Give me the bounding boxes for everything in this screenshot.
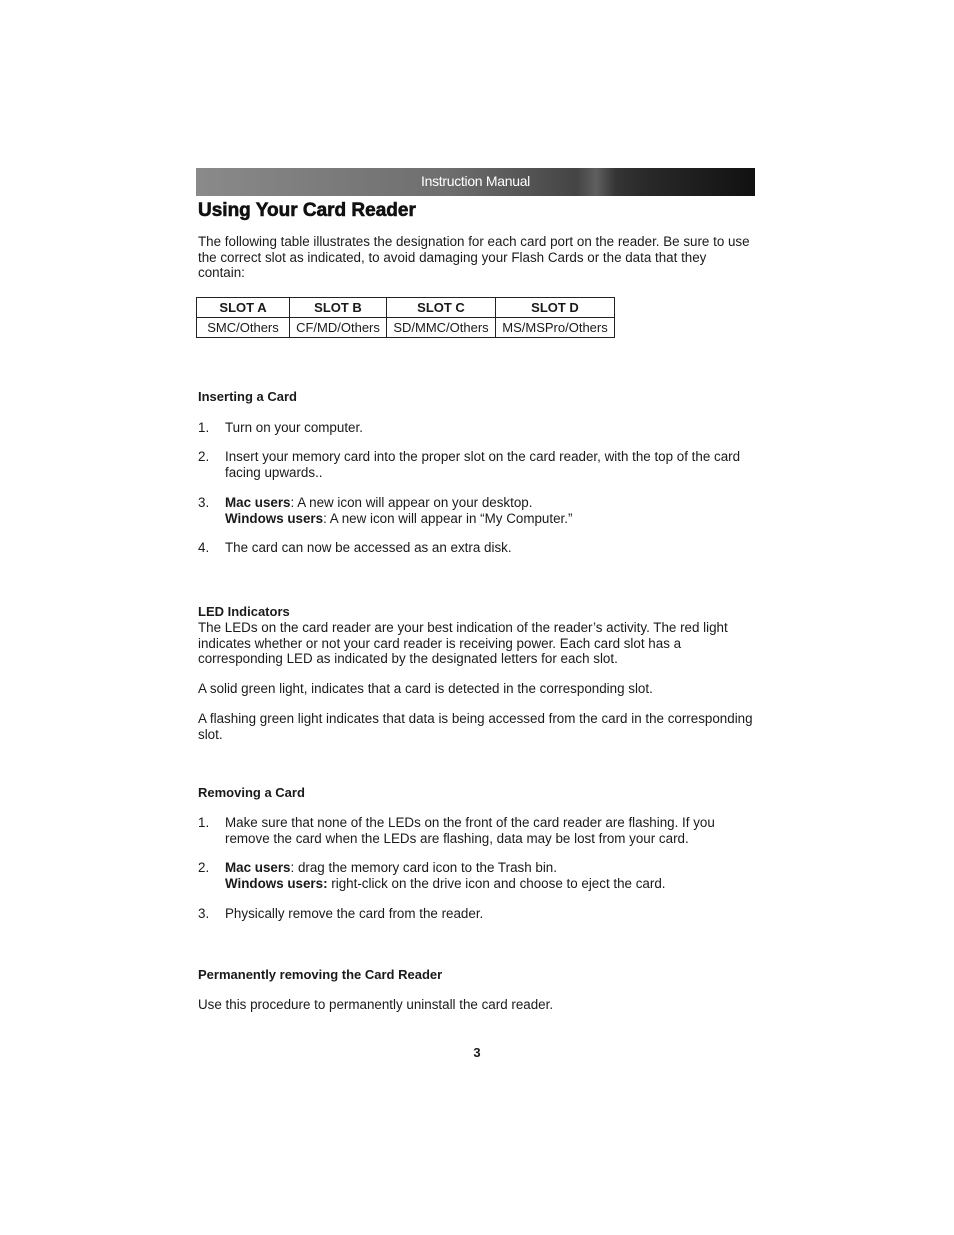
table-header-cell: SLOT D — [496, 298, 615, 318]
header-bar — [196, 168, 755, 196]
table-header-cell: SLOT B — [290, 298, 387, 318]
list-text: Insert your memory card into the proper slot on the card reader, with the top of the card facing upwards.. — [225, 449, 741, 480]
list-number: 4. — [198, 540, 210, 555]
led-heading: LED Indicators — [198, 604, 290, 619]
list-number: 3. — [198, 495, 210, 510]
windows-users-label: Windows users — [225, 510, 324, 526]
page-title: Using Your Card Reader — [198, 200, 416, 221]
list-number: 2. — [198, 860, 210, 875]
removing-heading: Removing a Card — [198, 785, 305, 800]
mac-users-label: Mac users — [225, 495, 291, 510]
page-number: 3 — [473, 1045, 481, 1060]
header-title: Instruction Manual — [421, 173, 530, 189]
led-paragraph: A solid green light, indicates that a card is detected in the corresponding slot. — [198, 681, 653, 696]
list-text: Physically remove the card from the reader. — [225, 906, 484, 921]
list-number: 1. — [198, 815, 210, 830]
table-cell: MS/MSPro/Others — [496, 318, 615, 338]
slots-table — [196, 297, 615, 338]
inserting-heading: Inserting a Card — [198, 389, 297, 404]
led-paragraph: A flashing green light indicates that data is being accessed from the card in the corresponding slot. — [198, 711, 753, 742]
table-header-cell: SLOT C — [387, 298, 496, 318]
list-number: 1. — [198, 420, 210, 435]
windows-users-label: Windows users: — [225, 875, 328, 891]
list-text: Make sure that none of the LEDs on the front of the card reader are flashing. If you remove the card when the LEDs are flashing, data may be lost from your card. — [225, 815, 715, 846]
mac-users-text: : A new icon will appear on your desktop. — [290, 495, 533, 510]
table-row — [197, 318, 615, 338]
mac-users-text: : drag the memory card icon to the Trash bin. — [290, 860, 557, 875]
table-header-cell: SLOT A — [197, 298, 290, 318]
windows-users-text: right-click on the drive icon and choose to eject the card. — [327, 875, 666, 891]
list-text — [225, 495, 750, 526]
table-cell: SD/MMC/Others — [387, 318, 496, 338]
list-number: 3. — [198, 906, 210, 921]
table-cell: SMC/Others — [197, 318, 290, 338]
list-text: Turn on your computer. — [225, 420, 363, 435]
list-text — [225, 860, 750, 891]
list-text: The card can now be accessed as an extra disk. — [225, 540, 512, 555]
permanent-paragraph: Use this procedure to permanently uninstall the card reader. — [198, 997, 554, 1012]
intro-paragraph: The following table illustrates the designation for each card port on the reader. Be sure to use the correct slot as indicated, to avoid damaging your Flash Cards or the data that they contain: — [198, 234, 750, 280]
table-cell: CF/MD/Others — [290, 318, 387, 338]
windows-users-text: : A new icon will appear in “My Computer.” — [323, 510, 573, 526]
mac-users-label: Mac users — [225, 860, 291, 875]
led-paragraph: The LEDs on the card reader are your best indication of the reader’s activity. The red light indicates whether or not your card reader is receiving power. Each card slot has a corresponding LED as indicated by the designated letters for each slot. — [198, 620, 728, 666]
table-header-row — [197, 298, 615, 318]
permanent-heading: Permanently removing the Card Reader — [198, 967, 443, 982]
list-number: 2. — [198, 449, 210, 464]
